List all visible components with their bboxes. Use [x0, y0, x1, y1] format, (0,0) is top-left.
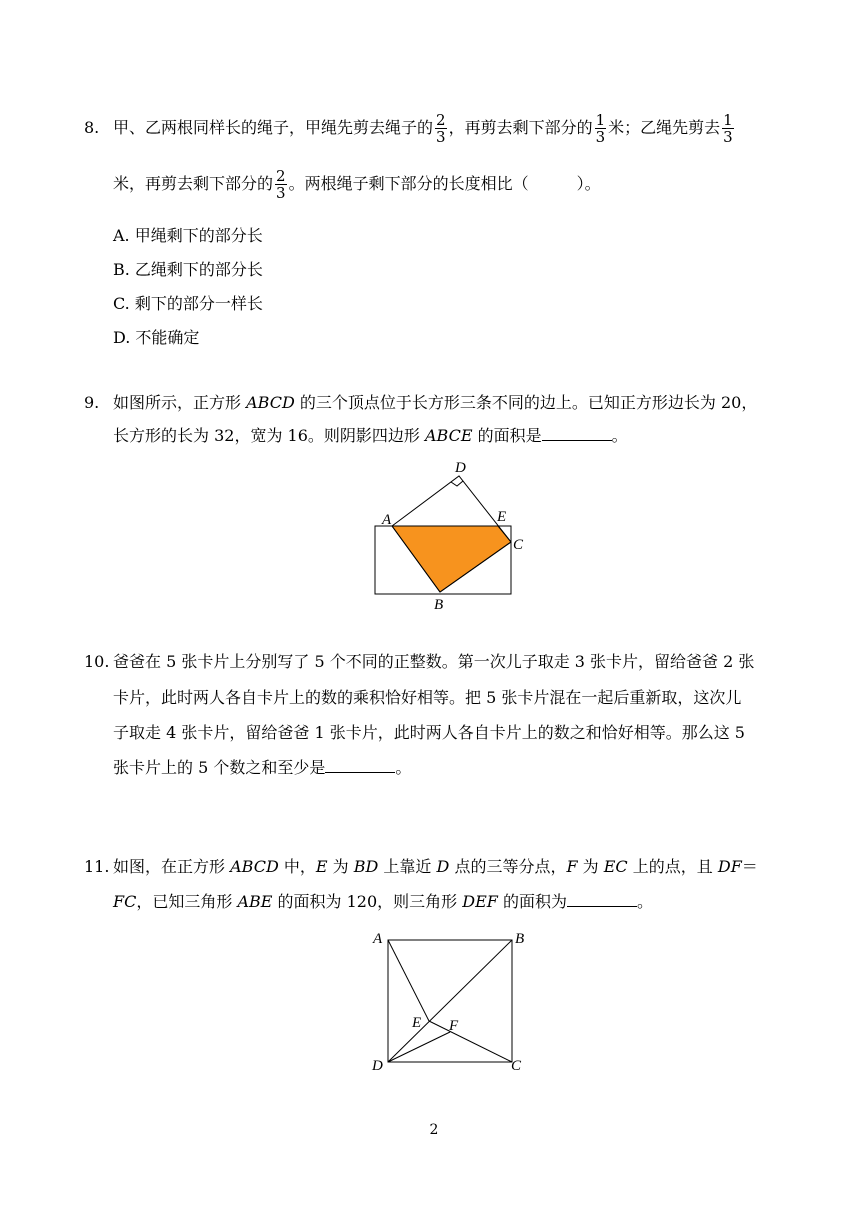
q9-label-d: D: [455, 460, 466, 476]
q11-label-f: F: [449, 1018, 459, 1034]
q9-line-2: 长方形的长为 32，宽为 16。则阴影四边形 ABCE 的面积是 。: [113, 426, 628, 445]
q11-label-a: A: [373, 931, 383, 947]
q9-label-e: E: [497, 509, 507, 525]
q8-option-c: C. 剩下的部分一样长: [113, 294, 263, 313]
q11-label-e: E: [412, 1015, 422, 1031]
q8-option-b: B. 乙绳剩下的部分长: [113, 260, 263, 279]
q8-option-d: D. 不能确定: [113, 328, 200, 347]
q8-text: ，再剪去剩下部分的: [448, 118, 593, 137]
q10-line-4: 张卡片上的 5 个数之和至少是 。: [113, 758, 412, 777]
q11-line-1: 如图，在正方形 ABCD 中，E 为 BD 上靠近 D 点的三等分点，F 为 EC 上的点，且 DF＝: [113, 857, 758, 876]
q8-text: 甲、乙两根同样长的绳子，甲绳先剪去绳子的: [113, 118, 434, 137]
q10-number: 10.: [84, 652, 110, 671]
answer-blank[interactable]: [325, 758, 395, 773]
q8-option-a: A. 甲绳剩下的部分长: [113, 226, 263, 245]
q10-line-3: 子取走 4 张卡片，留给爸爸 1 张卡片，此时两人各自卡片上的数之和恰好相等。那么这 5: [113, 723, 745, 742]
q9-label-a: A: [382, 512, 392, 528]
q11-line-df: [388, 1032, 450, 1062]
q9-number: 9.: [84, 393, 100, 412]
q10-line-1: 爸爸在 5 张卡片上分别写了 5 个不同的正整数。第一次儿子取走 3 张卡片，留给爸爸 2 张: [113, 652, 755, 671]
q8-fraction: $\frac{2}{3}$: [436, 111, 446, 146]
q9-right-angle-mark: [451, 481, 463, 486]
q11-line-ec: [429, 1021, 512, 1062]
q9-label-b: B: [434, 597, 444, 613]
q8-fraction: $\frac{1}{3}$: [595, 111, 606, 146]
q9-shaded-quadrilateral: [392, 526, 511, 592]
q8-number: 8.: [84, 118, 100, 137]
q9-line-1: 如图所示，正方形 ABCD 的三个顶点位于长方形三条不同的边上。已知正方形边长为 20，: [113, 393, 758, 412]
q11-line-ae: [388, 940, 429, 1021]
q8-text: 米；乙绳先剪去: [608, 118, 721, 137]
q8-fraction: $\frac{1}{3}$: [723, 111, 733, 146]
q8-text: 米，再剪去剩下部分的: [113, 174, 274, 193]
q11-label-b: B: [515, 931, 525, 947]
q11-label-d: D: [372, 1058, 383, 1074]
q11-line-2: FC，已知三角形 ABE 的面积为 120，则三角形 DEF 的面积为 。: [113, 892, 653, 911]
q11-number: 11.: [84, 857, 110, 876]
answer-blank[interactable]: [567, 892, 637, 907]
q11-diagonal-bd: [388, 940, 512, 1062]
q9-label-c: C: [513, 537, 524, 553]
q11-label-c: C: [511, 1058, 522, 1074]
q8-text: 。两根绳子剩下部分的长度相比（ ）。: [288, 174, 601, 193]
q8-fraction: $\frac{2}{3}$: [276, 167, 286, 202]
page-number: 2: [429, 1122, 439, 1138]
q10-line-2: 卡片，此时两人各自卡片上的数的乘积恰好相等。把 5 张卡片混在一起后重新取，这次儿: [113, 688, 742, 707]
